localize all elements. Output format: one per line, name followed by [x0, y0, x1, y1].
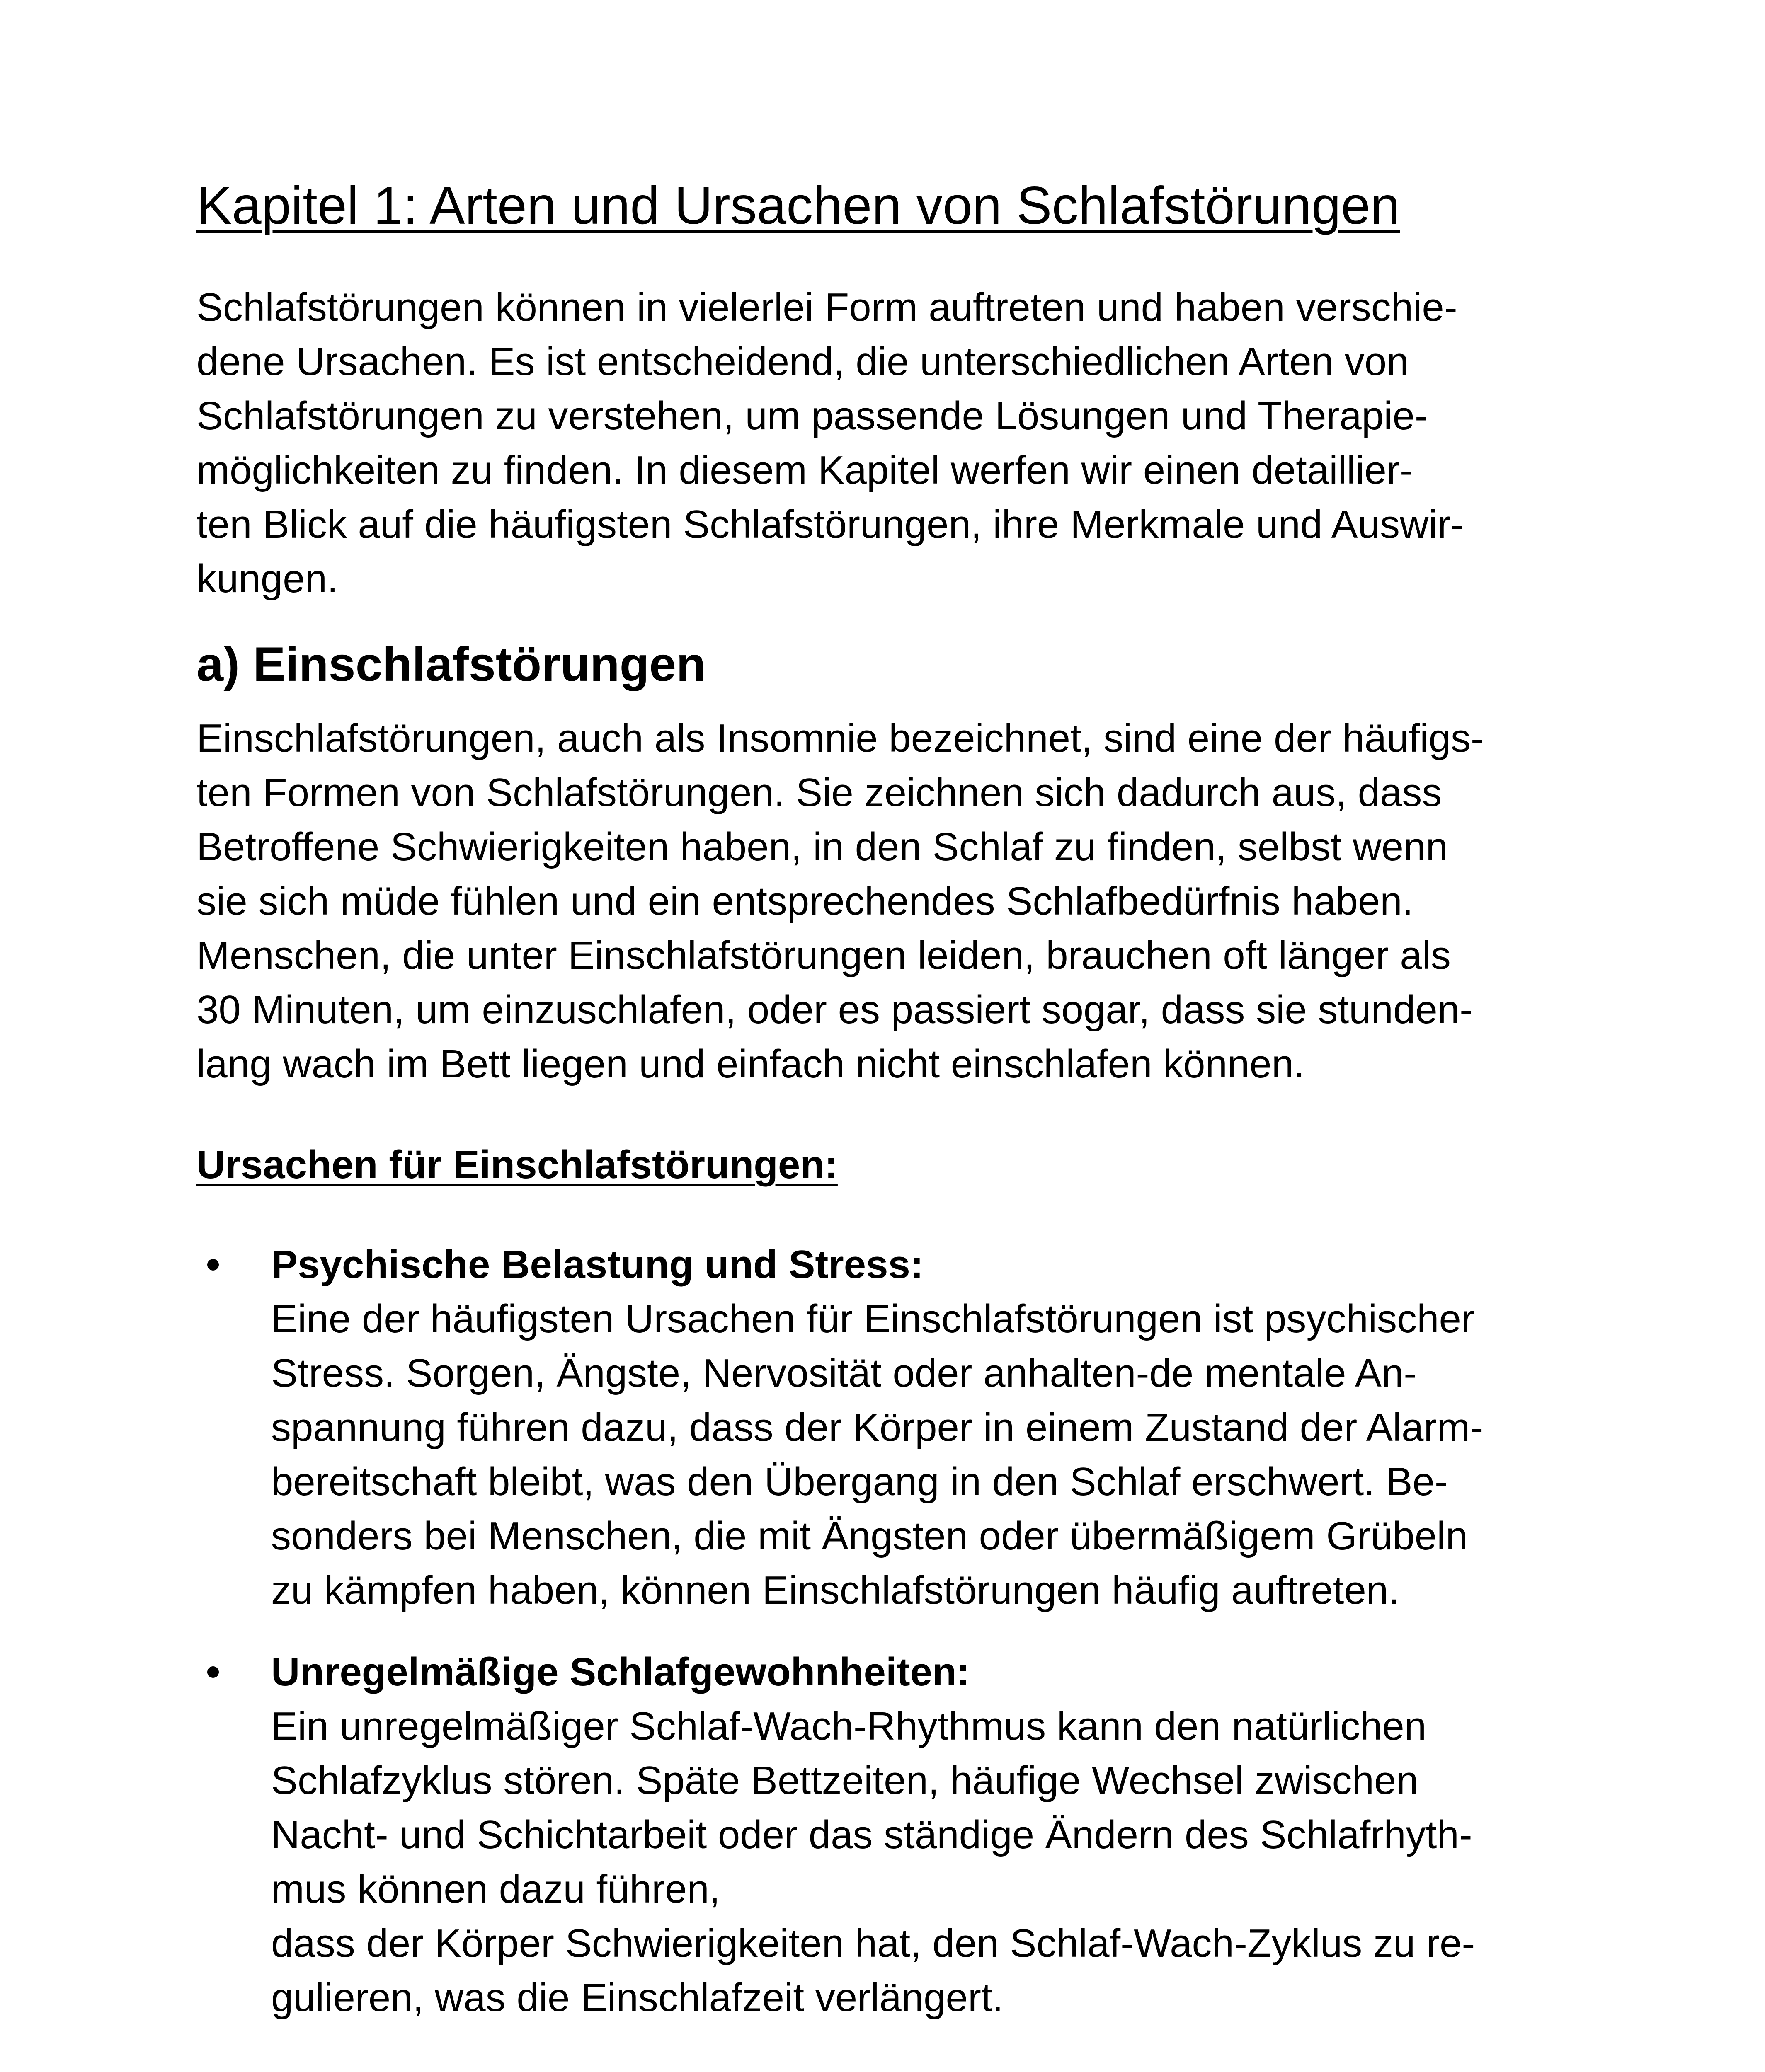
bullet-line: dass der Körper Schwierigkeiten hat, den Schlaf-Wach-Zyklus zu re-	[271, 1921, 1475, 1965]
section-heading: a) Einschlafstörungen	[196, 637, 706, 691]
causes-list	[196, 1237, 1540, 2025]
bullet-line: Schlafzyklus stören. Späte Bettzeiten, häufige Wechsel zwischen	[271, 1758, 1418, 1803]
intro-paragraph	[196, 280, 1540, 606]
bullet-line: Ein unregelmäßiger Schlaf-Wach-Rhythmus kann den natürlichen	[271, 1704, 1427, 1748]
intro-line: möglichkeiten zu finden. In diesem Kapitel werfen wir einen detaillier-	[196, 448, 1413, 492]
bullet-text	[271, 1699, 1540, 2025]
bullet-line: mus können dazu führen,	[271, 1866, 720, 1911]
chapter-title: Kapitel 1: Arten und Ursachen von Schlafstörungen	[196, 176, 1400, 235]
section-body-line: ten Formen von Schlafstörungen. Sie zeichnen sich dadurch aus, dass	[196, 770, 1442, 815]
intro-line: ten Blick auf die häufigsten Schlafstörungen, ihre Merkmale und Auswir-	[196, 502, 1464, 547]
section-body-line: 30 Minuten, um einzuschlafen, oder es passiert sogar, dass sie stunden-	[196, 987, 1473, 1032]
list-item	[196, 1237, 1540, 1617]
bullet-icon	[207, 1259, 219, 1271]
bullet-line: gulieren, was die Einschlafzeit verlängert.	[271, 1975, 1004, 2020]
causes-subheading: Ursachen für Einschlafstörungen:	[196, 1142, 838, 1187]
section-body-line: Einschlafstörungen, auch als Insomnie bezeichnet, sind eine der häufigs-	[196, 716, 1484, 760]
bullet-line: Eine der häufigsten Ursachen für Einschlafstörungen ist psychischer	[271, 1296, 1474, 1341]
bullet-line: sonders bei Menschen, die mit Ängsten oder übermäßigem Grübeln	[271, 1513, 1468, 1558]
bullet-icon	[207, 1666, 219, 1678]
bullet-text	[271, 1292, 1540, 1617]
bullet-line: zu kämpfen haben, können Einschlafstörungen häufig auftreten.	[271, 1568, 1399, 1612]
intro-line: kungen.	[196, 556, 338, 601]
section-body-line: sie sich müde fühlen und ein entsprechendes Schlafbedürfnis haben.	[196, 879, 1413, 923]
page-content	[196, 174, 1540, 2052]
bullet-line: bereitschaft bleibt, was den Übergang in den Schlaf erschwert. Be-	[271, 1459, 1448, 1504]
intro-line: Schlafstörungen zu verstehen, um passende Lösungen und Therapie-	[196, 393, 1428, 438]
list-item	[196, 1645, 1540, 2025]
bullet-title: Unregelmäßige Schlafgewohnheiten:	[271, 1649, 970, 1694]
section-body-line: Menschen, die unter Einschlafstörungen leiden, brauchen oft länger als	[196, 933, 1451, 978]
intro-line: dene Ursachen. Es ist entscheidend, die unterschiedlichen Arten von	[196, 339, 1409, 384]
section-body-line: lang wach im Bett liegen und einfach nicht einschlafen können.	[196, 1041, 1305, 1086]
bullet-line: spannung führen dazu, dass der Körper in einem Zustand der Alarm-	[271, 1405, 1484, 1450]
bullet-title: Psychische Belastung und Stress:	[271, 1242, 924, 1287]
bullet-line: Nacht- und Schichtarbeit oder das ständige Ändern des Schlafrhyth-	[271, 1812, 1472, 1857]
intro-line: Schlafstörungen können in vielerlei Form auftreten und haben verschie-	[196, 285, 1457, 329]
section-body-paragraph	[196, 711, 1540, 1091]
section-body-line: Betroffene Schwierigkeiten haben, in den Schlaf zu finden, selbst wenn	[196, 824, 1448, 869]
bullet-line: Stress. Sorgen, Ängste, Nervosität oder anhalten-de mentale An-	[271, 1351, 1417, 1395]
